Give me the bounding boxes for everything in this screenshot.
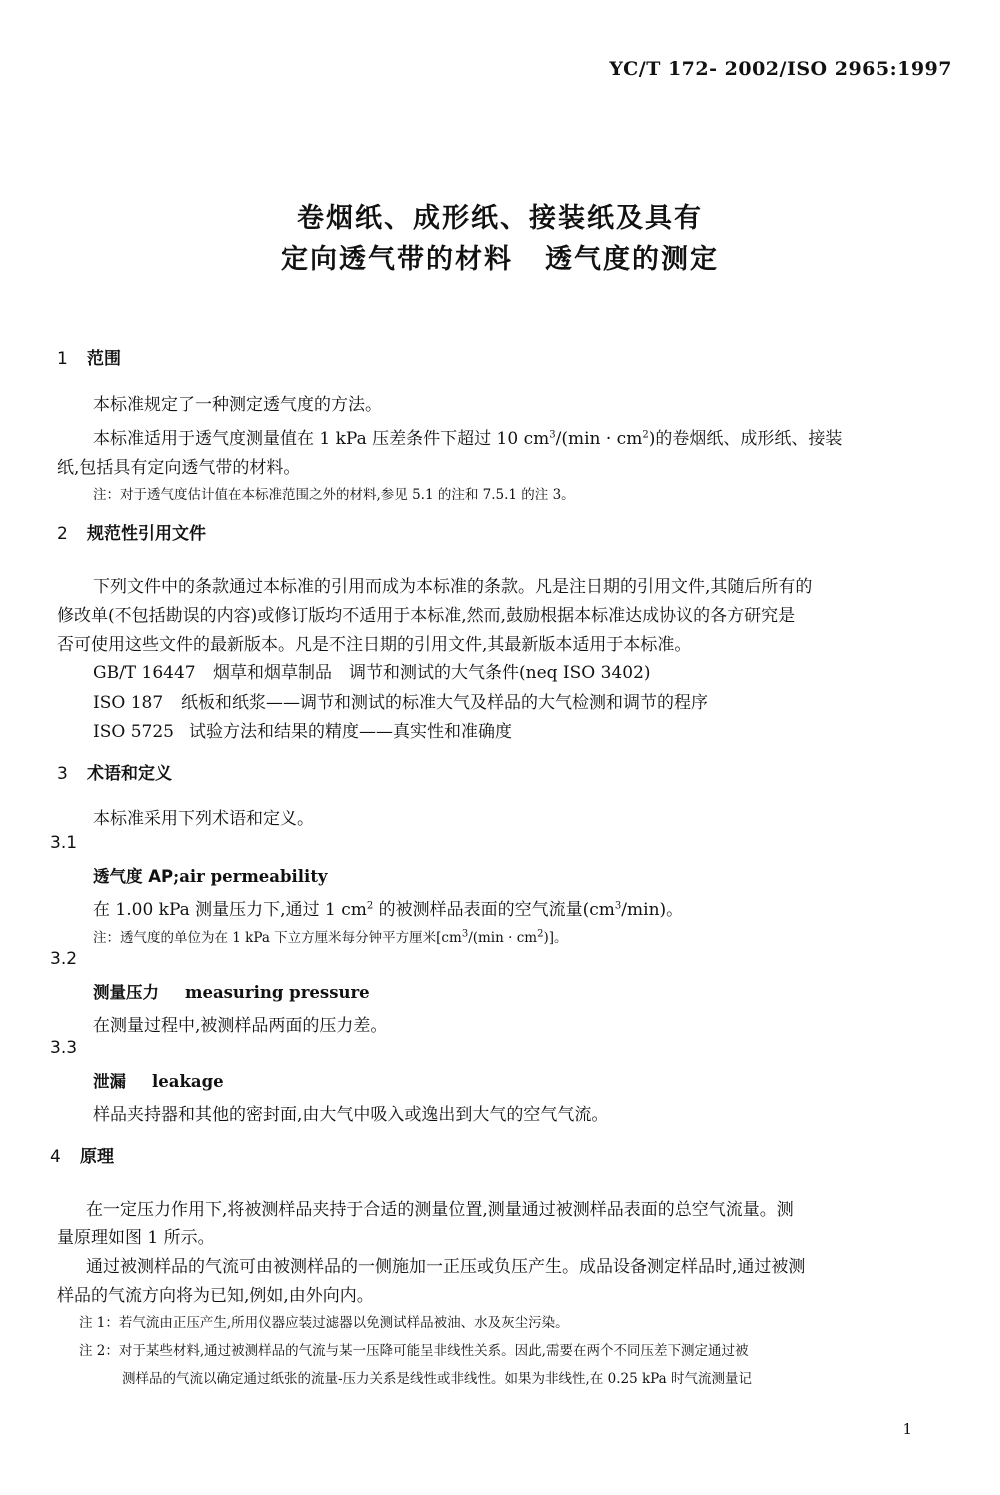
reference-item (93, 717, 512, 742)
def-3-1-text-c: /min)。 (621, 900, 684, 920)
def-3-1-text-a: 在 1.00 kPa 测量压力下,通过 1 cm (93, 900, 367, 920)
reference-text: 纸板和纸浆——调节和测试的标准大气及样品的大气检测和调节的程序 (181, 693, 708, 713)
subsection-3-3-number: 3.3 (50, 1038, 78, 1058)
note-3-1 (93, 926, 567, 946)
term-3-1 (93, 863, 328, 887)
section-1-paragraph-1: 本标准规定了一种测定透气度的方法。 (93, 395, 382, 415)
term-3-3 (93, 1068, 224, 1092)
reference-code: GB/T 16447 (93, 663, 196, 683)
section-2-paragraph-line-3: 否可使用这些文件的最新版本。凡是不注日期的引用文件,其最新版本适用于本标准。 (57, 635, 692, 655)
section-3-paragraph: 本标准采用下列术语和定义。 (93, 809, 314, 829)
term-3-3-english: leakage (152, 1072, 224, 1091)
section-1-title: 范围 (87, 349, 121, 369)
term-3-1-chinese: 透气度 AP (93, 867, 174, 886)
section-4-paragraph-2-line-2: 样品的气流方向将为已知,例如,由外向内。 (57, 1286, 374, 1306)
section-3-title: 术语和定义 (87, 764, 172, 784)
section-1-paragraph-2 (93, 424, 842, 449)
note-3-1-text-b: /(min · cm (468, 930, 538, 946)
section-2-paragraph-line-1: 下列文件中的条款通过本标准的引用而成为本标准的条款。凡是注日期的引用文件,其随后所有的 (93, 577, 813, 597)
title-line2-part1: 定向透气带的材料 (281, 244, 513, 275)
superscript-3: 3 (461, 928, 469, 940)
section-4-note-2-line-2: 测样品的气流以确定通过纸张的流量-压力关系是线性或非线性。如果为非线性,在 0.25 kPa 时气流测量记 (122, 1371, 752, 1387)
section-4-heading (50, 1142, 114, 1167)
reference-text: 烟草和烟草制品 调节和测试的大气条件(neq ISO 3402) (213, 663, 651, 683)
definition-3-1 (93, 895, 683, 920)
note-3-1-text-a: 注：透气度的单位为在 1 kPa 下立方厘米每分钟平方厘米[cm (93, 930, 462, 946)
standard-code: YC/T 172- 2002/ISO 2965:1997 (609, 58, 952, 80)
section-4-paragraph-1-line-1: 在一定压力作用下,将被测样品夹持于合适的测量位置,测量通过被测样品表面的总空气流量。测 (86, 1200, 794, 1220)
section-2-paragraph-line-2: 修改单(不包括勘误的内容)或修订版均不适用于本标准,然而,鼓励根据本标准达成协议的各方研究是 (57, 606, 796, 626)
superscript-2: 2 (537, 928, 544, 940)
term-3-2 (93, 979, 370, 1003)
section-4-title: 原理 (80, 1147, 114, 1167)
section-4-paragraph-2-line-1: 通过被测样品的气流可由被测样品的一侧施加一正压或负压产生。成品设备测定样品时,通过被测 (86, 1257, 806, 1277)
subsection-3-2-number: 3.2 (50, 949, 78, 969)
term-3-2-english: measuring pressure (185, 983, 370, 1002)
s1-p2-text-b: /(min · cm (555, 429, 643, 449)
def-3-1-text-b: 的被测样品表面的空气流量(cm (373, 900, 615, 920)
subsection-3-1-number: 3.1 (50, 833, 78, 853)
section-1-paragraph-2-continued: 纸,包括具有定向透气带的材料。 (57, 458, 301, 478)
document-title-line1: 卷烟纸、成形纸、接装纸及具有 (297, 203, 703, 234)
reference-item (93, 658, 651, 683)
term-3-3-chinese: 泄漏 (93, 1072, 126, 1091)
section-2-number: 2 (57, 524, 68, 544)
section-1-number: 1 (57, 349, 68, 369)
section-3-number: 3 (57, 764, 68, 784)
title-line2-part2: 透气度的测定 (545, 244, 719, 275)
superscript-2: 2 (366, 900, 374, 912)
section-4-note-2-line-1: 注 2：对于某些材料,通过被测样品的气流与某一压降可能呈非线性关系。因此,需要在两个不同压差下测定通过被 (79, 1343, 749, 1359)
term-3-2-chinese: 测量压力 (93, 983, 159, 1002)
definition-3-3: 样品夹持器和其他的密封面,由大气中吸入或逸出到大气的空气气流。 (93, 1105, 609, 1125)
section-1-heading (57, 344, 121, 369)
section-2-title: 规范性引用文件 (87, 524, 206, 544)
superscript-3: 3 (549, 429, 556, 441)
s1-p2-text-a: 本标准适用于透气度测量值在 1 kPa 压差条件下超过 10 cm (93, 429, 550, 449)
note-3-1-text-c: )]。 (543, 930, 568, 946)
section-4-note-1: 注 1：若气流由正压产生,所用仪器应装过滤器以免测试样品被油、水及灰尘污染。 (79, 1315, 569, 1331)
reference-code: ISO 5725 (93, 722, 174, 742)
section-4-number: 4 (50, 1147, 61, 1167)
document-title-line2 (0, 237, 1000, 276)
definition-3-2: 在测量过程中,被测样品两面的压力差。 (93, 1016, 388, 1036)
superscript-3: 3 (614, 900, 622, 912)
reference-text: 试验方法和结果的精度——真实性和准确度 (189, 722, 512, 742)
reference-code: ISO 187 (93, 693, 164, 713)
section-2-heading (57, 519, 206, 544)
term-3-1-english: ;air permeability (173, 867, 328, 886)
section-3-heading (57, 759, 172, 784)
s1-p2-text-c: )的卷烟纸、成形纸、接装 (648, 429, 843, 449)
page-number: 1 (902, 1420, 912, 1438)
section-4-paragraph-1-line-2: 量原理如图 1 所示。 (57, 1228, 215, 1248)
superscript-2: 2 (642, 429, 649, 441)
section-1-note: 注：对于透气度估计值在本标准范围之外的材料,参见 5.1 的注和 7.5.1 的注 3。 (93, 487, 575, 503)
reference-item (93, 688, 708, 713)
